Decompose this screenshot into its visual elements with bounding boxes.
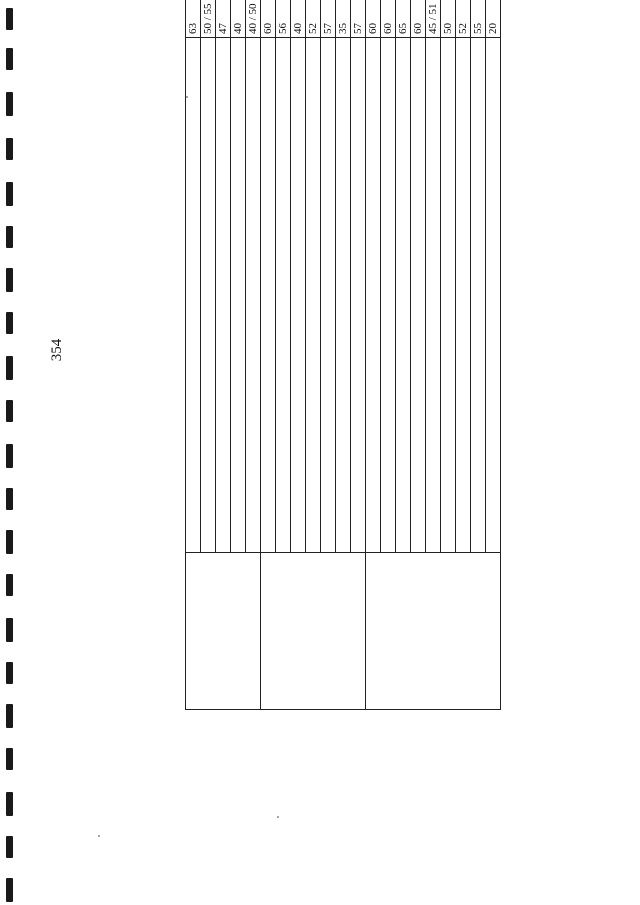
- binder-hole: [6, 618, 13, 642]
- page-number: 354: [49, 338, 65, 362]
- value-cell: 57: [321, 0, 336, 38]
- binder-hole: [6, 530, 13, 554]
- category-cell: [186, 553, 261, 710]
- table-row: [261, 0, 276, 710]
- item-cell: [186, 38, 201, 553]
- item-cell: [246, 38, 261, 553]
- binder-hole: [6, 92, 13, 116]
- binder-hole: [6, 312, 13, 334]
- category-cell: [261, 553, 366, 710]
- value-cell: 63: [186, 0, 201, 38]
- value-cell: 20: [486, 0, 501, 38]
- item-cell: [216, 38, 231, 553]
- value-cell: 57: [351, 0, 366, 38]
- value-cell: 60: [261, 0, 276, 38]
- value-cell: 40: [231, 0, 246, 38]
- binder-hole: [6, 268, 13, 292]
- binder-hole: [6, 488, 13, 510]
- item-cell: [291, 38, 306, 553]
- binder-hole: [6, 836, 13, 858]
- value-cell: 47: [216, 0, 231, 38]
- requirements-table: [185, 0, 501, 710]
- item-cell: [336, 38, 351, 553]
- item-cell: [321, 38, 336, 553]
- binder-hole: [6, 792, 13, 816]
- binder-hole: [6, 226, 13, 248]
- value-cell: 65: [396, 0, 411, 38]
- value-cell: 40: [291, 0, 306, 38]
- binder-hole: [6, 400, 13, 422]
- item-cell: [456, 38, 471, 553]
- scan-speck: [277, 816, 279, 818]
- item-cell: [441, 38, 456, 553]
- item-cell: [426, 38, 441, 553]
- item-cell: [471, 38, 486, 553]
- item-cell: [381, 38, 396, 553]
- rotated-page: [49, 0, 584, 730]
- item-cell: [486, 38, 501, 553]
- item-cell: [396, 38, 411, 553]
- value-cell: 52: [456, 0, 471, 38]
- value-cell: 60: [411, 0, 426, 38]
- binder-hole: [6, 48, 13, 70]
- value-cell: 40 / 50: [246, 0, 261, 38]
- scan-speck: [98, 835, 100, 837]
- value-cell: 35: [336, 0, 351, 38]
- value-cell: 55: [471, 0, 486, 38]
- item-cell: [276, 38, 291, 553]
- binder-hole: [6, 138, 13, 160]
- value-cell: 45 / 51: [426, 0, 441, 38]
- item-cell: [201, 38, 216, 553]
- value-cell: 50: [441, 0, 456, 38]
- item-cell: [261, 38, 276, 553]
- binder-hole: [6, 574, 13, 596]
- category-cell: [366, 553, 501, 710]
- table-row: [366, 0, 381, 710]
- binder-hole: [6, 444, 13, 468]
- value-cell: 52: [306, 0, 321, 38]
- value-cell: 60: [366, 0, 381, 38]
- item-cell: [366, 38, 381, 553]
- item-cell: [306, 38, 321, 553]
- item-cell: [231, 38, 246, 553]
- binder-hole: [6, 704, 13, 728]
- value-cell: 50 / 55: [201, 0, 216, 38]
- binder-hole: [6, 878, 13, 902]
- binder-hole: [6, 356, 13, 380]
- value-cell: 60: [381, 0, 396, 38]
- table-row: [186, 0, 201, 710]
- value-cell: 56: [276, 0, 291, 38]
- binder-hole: [6, 182, 13, 206]
- item-cell: [411, 38, 426, 553]
- binder-hole: [6, 662, 13, 684]
- item-cell: [351, 38, 366, 553]
- binder-hole: [6, 748, 13, 770]
- binder-hole: [6, 8, 13, 30]
